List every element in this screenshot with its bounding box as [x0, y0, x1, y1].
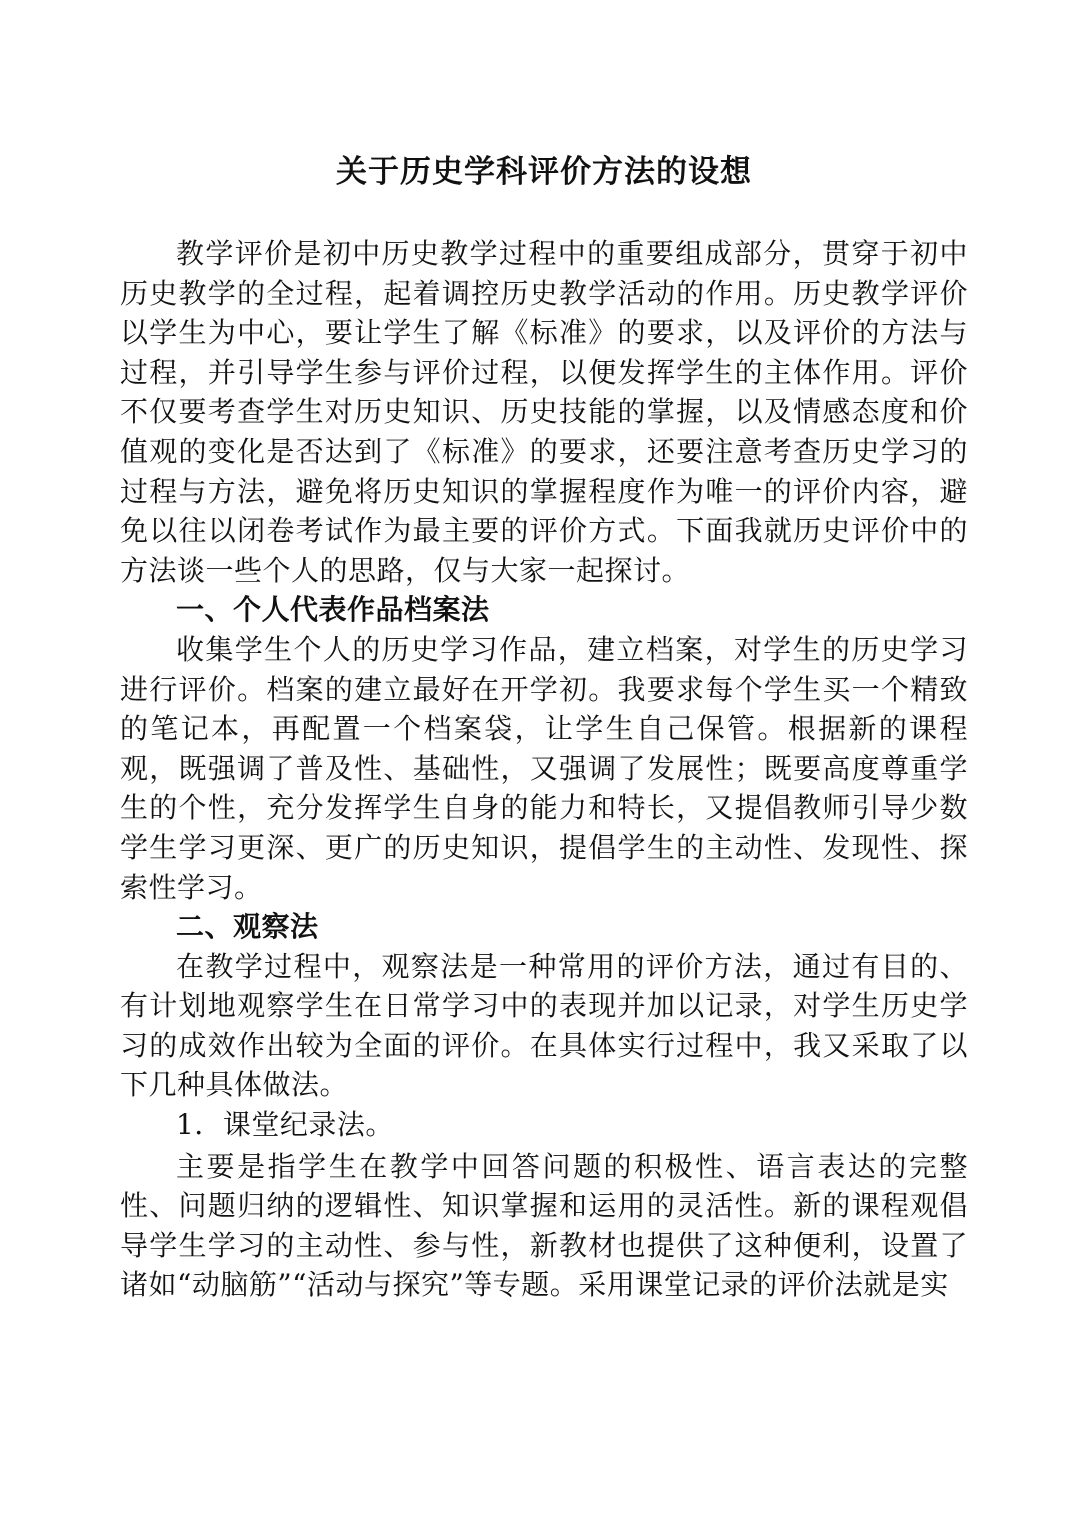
list-item-classroom-record: 1．课堂纪录法。 [176, 1108, 394, 1142]
classroom-record-paragraph: 主要是指学生在教学中回答问题的积极性、语言表达的完整性、问题归纳的逻辑性、知识掌握和运用的灵活性。新的课程观倡导学生学习的主动性、参与性，新教材也提供了这种便利，设置了诸如“动脑筋”“活动与探究”等专题。采用课堂记录的评价法就是实 [120, 1149, 968, 1302]
section-body-portfolio: 收集学生个人的历史学习作品，建立档案，对学生的历史学习进行评价。档案的建立最好在开学初。我要求每个学生买一个精致的笔记本，再配置一个档案袋，让学生自己保管。根据新的课程观，既强调了普及性、基础性，又强调了发展性；既要高度尊重学生的个性，充分发挥学生自身的能力和特长，又提倡教师引导少数学生学习更深、更广的历史知识，提倡学生的主动性、发现性、探索性学习。 [120, 632, 968, 904]
document-title: 关于历史学科评价方法的设想 [336, 154, 752, 190]
section-heading-portfolio: 一、个人代表作品档案法 [176, 593, 490, 627]
intro-paragraph: 教学评价是初中历史教学过程中的重要组成部分，贯穿于初中历史教学的全过程，起着调控历史教学活动的作用。历史教学评价以学生为中心，要让学生了解《标准》的要求，以及评价的方法与过程，并引导学生参与评价过程，以便发挥学生的主体作用。评价不仅要考查学生对历史知识、历史技能的掌握，以及情感态度和价值观的变化是否达到了《标准》的要求，还要注意考查历史学习的过程与方法，避免将历史知识的掌握程度作为唯一的评价内容，避免以往以闭卷考试作为最主要的评价方式。下面我就历史评价中的方法谈一些个人的思路，仅与大家一起探讨。 [120, 237, 968, 587]
section-heading-observation: 二、观察法 [176, 910, 319, 944]
document-page [120, 148, 968, 1305]
section-body-observation: 在教学过程中，观察法是一种常用的评价方法，通过有目的、有计划地观察学生在日常学习中的表现并加以记录，对学生历史学习的成效作出较为全面的评价。在具体实行过程中，我又采取了以下几种具体做法。 [120, 949, 968, 1102]
